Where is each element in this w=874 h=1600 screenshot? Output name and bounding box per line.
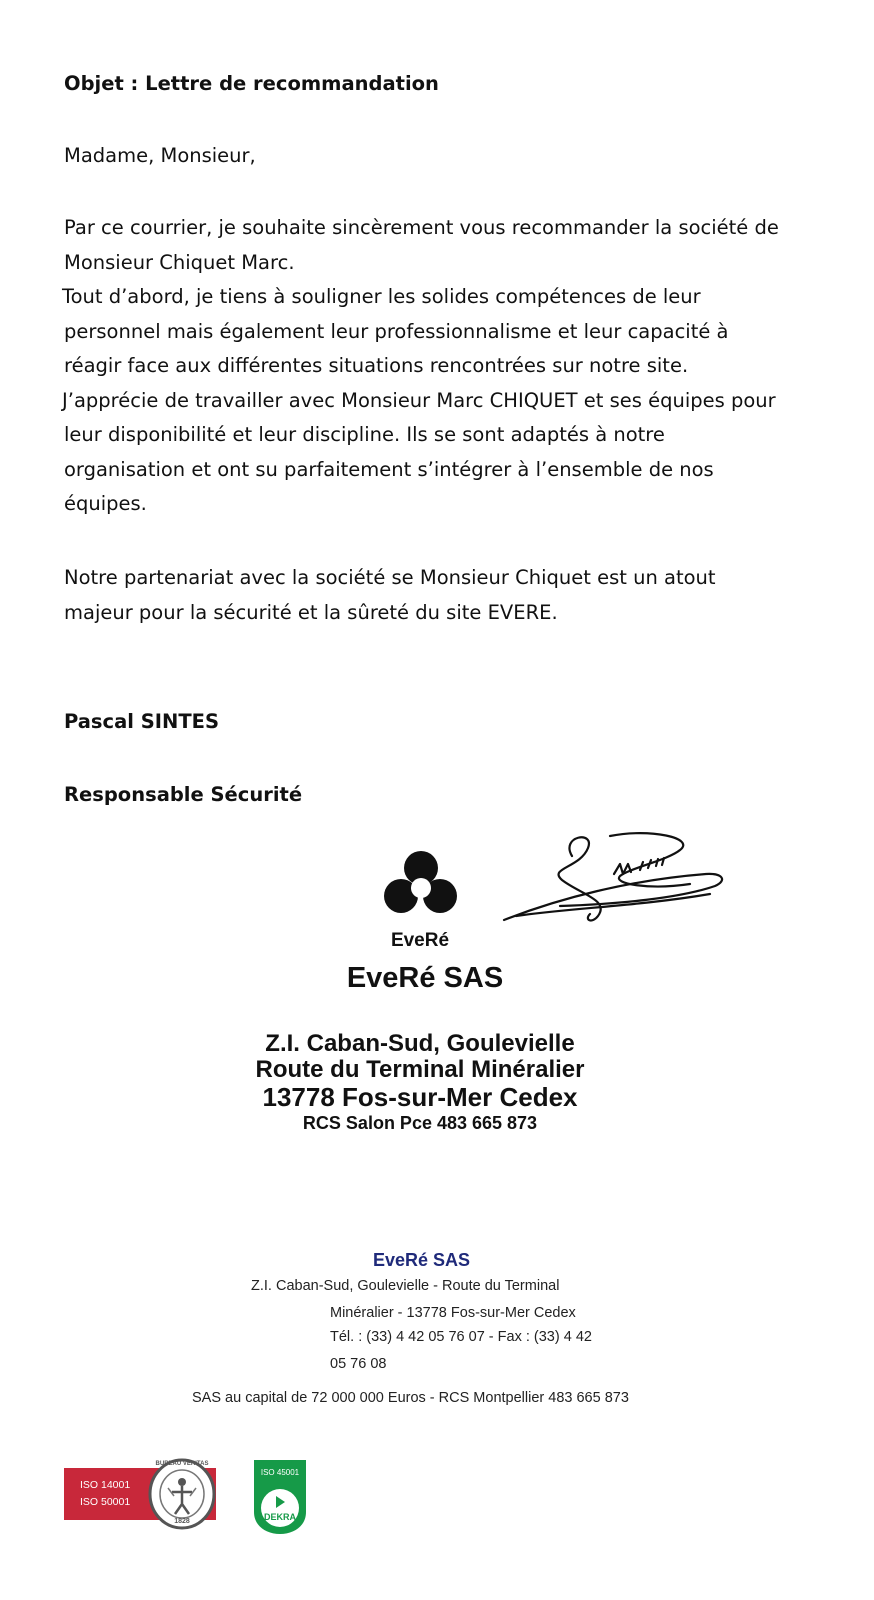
footer-line-1: Z.I. Caban-Sud, Goulevielle - Route du Terminal bbox=[251, 1278, 560, 1294]
footer-line-4: 05 76 08 bbox=[330, 1356, 387, 1372]
letter-subject: Objet : Lettre de recommandation bbox=[64, 72, 439, 95]
evere-logo-icon bbox=[380, 848, 460, 926]
body-line: J’apprécie de travailler avec Monsieur Marc CHIQUET et ses équipes pour bbox=[62, 388, 776, 412]
bureau-veritas-ring-text: BUREAU VERITAS bbox=[155, 1461, 209, 1467]
signer-title: Responsable Sécurité bbox=[64, 783, 303, 806]
body-line: leur disponibilité et leur discipline. Ils se sont adaptés à notre bbox=[64, 423, 665, 446]
stamp-address-1: Z.I. Caban-Sud, Goulevielle bbox=[265, 1030, 575, 1057]
bureau-veritas-year: 1828 bbox=[174, 1518, 190, 1525]
stamp-rcs: RCS Salon Pce 483 665 873 bbox=[302, 1113, 538, 1133]
letter-closing bbox=[64, 561, 834, 630]
footer-line-2: Minéralier - 13778 Fos-sur-Mer Cedex bbox=[330, 1305, 576, 1321]
footer-company: EveRé SAS bbox=[373, 1250, 471, 1270]
stamp-company: EveRé SAS bbox=[346, 962, 504, 994]
dekra-certification-badge bbox=[254, 1460, 306, 1534]
letter-body bbox=[64, 211, 834, 522]
iso-50001-label: ISO 50001 bbox=[80, 1496, 131, 1508]
footer-capital: SAS au capital de 72 000 000 Euros - RCS Montpellier 483 665 873 bbox=[192, 1390, 629, 1406]
stamp-address-3: 13778 Fos-sur-Mer Cedex bbox=[262, 1082, 578, 1112]
body-line: Monsieur Chiquet Marc. bbox=[64, 250, 295, 274]
evere-logo-text: EveRé bbox=[390, 930, 450, 951]
body-line: réagir face aux différentes situations rencontrées sur notre site. bbox=[64, 354, 689, 377]
body-line: équipes. bbox=[64, 492, 147, 515]
footer-line-3: Tél. : (33) 4 42 05 76 07 - Fax : (33) 4 42 bbox=[330, 1329, 592, 1345]
dekra-iso-label: ISO 45001 bbox=[260, 1468, 300, 1477]
evere-logo bbox=[380, 848, 460, 958]
signer-name: Pascal SINTES bbox=[64, 710, 220, 733]
closing-line: Notre partenariat avec la société se Monsieur Chiquet est un atout bbox=[64, 566, 716, 589]
signature bbox=[500, 828, 740, 933]
letter-salutation: Madame, Monsieur, bbox=[64, 144, 256, 167]
closing-line: majeur pour la sécurité et la sûreté du site EVERE. bbox=[64, 600, 558, 624]
body-line: Par ce courrier, je souhaite sincèrement vous recommander la société de bbox=[64, 216, 779, 239]
dekra-name: DEKRA bbox=[263, 1512, 296, 1522]
bureau-veritas-seal bbox=[148, 1458, 216, 1530]
iso-14001-label: ISO 14001 bbox=[80, 1479, 131, 1491]
body-line: Tout d’abord, je tiens à souligner les solides compétences de leur bbox=[62, 285, 701, 308]
stamp-address-2: Route du Terminal Minéralier bbox=[255, 1056, 585, 1083]
body-line: organisation et ont su parfaitement s’intégrer à l’ensemble de nos bbox=[64, 457, 714, 481]
iso-certification-badge bbox=[64, 1461, 216, 1525]
body-line: personnel mais également leur professionnalisme et leur capacité à bbox=[64, 319, 729, 343]
